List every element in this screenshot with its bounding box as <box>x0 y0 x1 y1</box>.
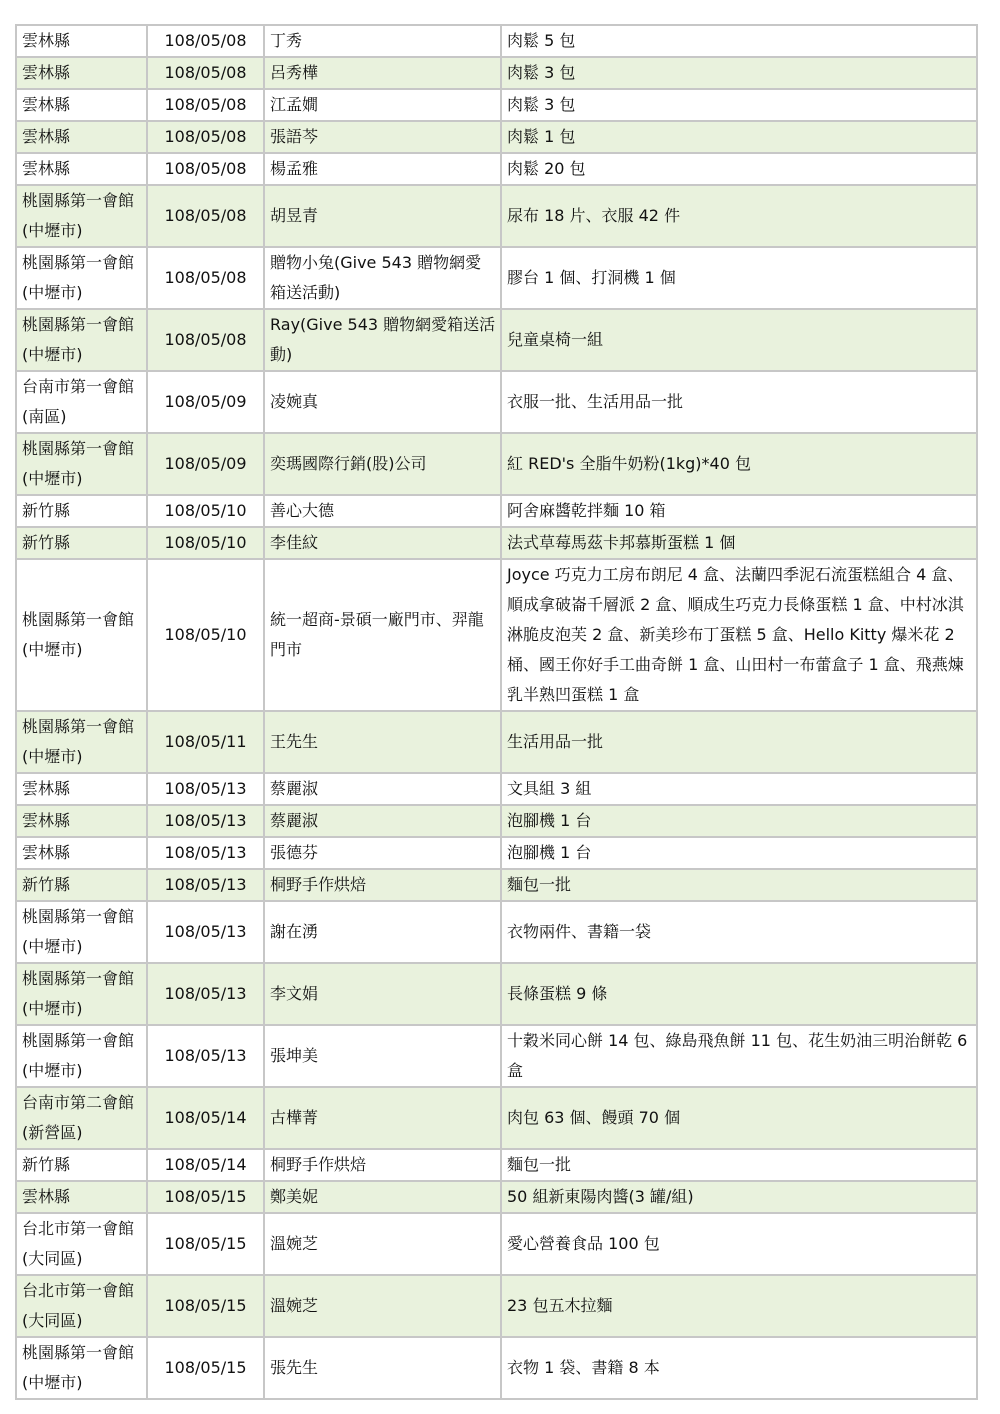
location-cell: 桃園縣第一會館(中壢市) <box>16 1025 147 1087</box>
table-row <box>16 1337 977 1399</box>
table-row <box>16 805 977 837</box>
table-row <box>16 247 977 309</box>
table-row <box>16 1025 977 1087</box>
donor-cell: 呂秀樺 <box>264 57 501 89</box>
location-cell: 桃園縣第一會館(中壢市) <box>16 711 147 773</box>
items-cell: 愛心營養食品 100 包 <box>501 1213 977 1275</box>
items-cell: 50 組新東陽肉醬(3 罐/組) <box>501 1181 977 1213</box>
date-cell: 108/05/10 <box>147 527 264 559</box>
location-cell: 新竹縣 <box>16 527 147 559</box>
items-cell: 紅 RED's 全脂牛奶粉(1kg)*40 包 <box>501 433 977 495</box>
table-row <box>16 711 977 773</box>
items-cell: 衣服一批、生活用品一批 <box>501 371 977 433</box>
location-cell: 台南市第二會館(新營區) <box>16 1087 147 1149</box>
items-cell: 肉鬆 20 包 <box>501 153 977 185</box>
donor-cell: Ray(Give 543 贈物網愛箱送活動) <box>264 309 501 371</box>
date-cell: 108/05/13 <box>147 901 264 963</box>
date-cell: 108/05/08 <box>147 153 264 185</box>
table-row <box>16 901 977 963</box>
donor-cell: 古樺菁 <box>264 1087 501 1149</box>
items-cell: 泡腳機 1 台 <box>501 837 977 869</box>
date-cell: 108/05/14 <box>147 1087 264 1149</box>
donor-cell: 謝在湧 <box>264 901 501 963</box>
donor-cell: 張先生 <box>264 1337 501 1399</box>
table-row <box>16 495 977 527</box>
items-cell: 衣物兩件、書籍一袋 <box>501 901 977 963</box>
location-cell: 桃園縣第一會館(中壢市) <box>16 559 147 711</box>
table-row <box>16 121 977 153</box>
date-cell: 108/05/13 <box>147 805 264 837</box>
items-cell: 肉包 63 個、饅頭 70 個 <box>501 1087 977 1149</box>
donor-cell: 張德芬 <box>264 837 501 869</box>
items-cell: 肉鬆 3 包 <box>501 89 977 121</box>
location-cell: 台北市第一會館(大同區) <box>16 1275 147 1337</box>
table-row <box>16 1149 977 1181</box>
table-row <box>16 837 977 869</box>
table-row <box>16 433 977 495</box>
date-cell: 108/05/08 <box>147 25 264 57</box>
location-cell: 雲林縣 <box>16 57 147 89</box>
location-cell: 桃園縣第一會館(中壢市) <box>16 433 147 495</box>
location-cell: 新竹縣 <box>16 1149 147 1181</box>
items-cell: 肉鬆 3 包 <box>501 57 977 89</box>
donor-cell: 桐野手作烘焙 <box>264 1149 501 1181</box>
donor-cell: 溫婉芝 <box>264 1213 501 1275</box>
table-row <box>16 153 977 185</box>
donor-cell: 楊孟雅 <box>264 153 501 185</box>
donor-cell: 張坤美 <box>264 1025 501 1087</box>
date-cell: 108/05/15 <box>147 1275 264 1337</box>
items-cell: 肉鬆 1 包 <box>501 121 977 153</box>
donor-cell: 鄭美妮 <box>264 1181 501 1213</box>
table-row <box>16 1213 977 1275</box>
date-cell: 108/05/08 <box>147 57 264 89</box>
table-row <box>16 773 977 805</box>
table-row <box>16 559 977 711</box>
location-cell: 雲林縣 <box>16 25 147 57</box>
date-cell: 108/05/09 <box>147 371 264 433</box>
table-row <box>16 25 977 57</box>
date-cell: 108/05/09 <box>147 433 264 495</box>
donor-cell: 溫婉芝 <box>264 1275 501 1337</box>
location-cell: 桃園縣第一會館(中壢市) <box>16 185 147 247</box>
donor-cell: 奕瑪國際行銷(股)公司 <box>264 433 501 495</box>
donor-cell: 統一超商-景碩一廠門市、羿龍門市 <box>264 559 501 711</box>
items-cell: 法式草莓馬茲卡邦慕斯蛋糕 1 個 <box>501 527 977 559</box>
items-cell: 衣物 1 袋、書籍 8 本 <box>501 1337 977 1399</box>
donor-cell: 王先生 <box>264 711 501 773</box>
location-cell: 新竹縣 <box>16 495 147 527</box>
location-cell: 桃園縣第一會館(中壢市) <box>16 309 147 371</box>
location-cell: 雲林縣 <box>16 1181 147 1213</box>
items-cell: 尿布 18 片、衣服 42 件 <box>501 185 977 247</box>
table-row <box>16 1275 977 1337</box>
items-cell: 生活用品一批 <box>501 711 977 773</box>
table-row <box>16 869 977 901</box>
table-row <box>16 57 977 89</box>
items-cell: 肉鬆 5 包 <box>501 25 977 57</box>
table-row <box>16 89 977 121</box>
date-cell: 108/05/13 <box>147 773 264 805</box>
location-cell: 桃園縣第一會館(中壢市) <box>16 963 147 1025</box>
items-cell: 麵包一批 <box>501 1149 977 1181</box>
date-cell: 108/05/08 <box>147 121 264 153</box>
location-cell: 新竹縣 <box>16 869 147 901</box>
location-cell: 雲林縣 <box>16 773 147 805</box>
table-row <box>16 963 977 1025</box>
date-cell: 108/05/08 <box>147 247 264 309</box>
donation-records-table <box>15 24 978 1400</box>
donor-cell: 李佳紋 <box>264 527 501 559</box>
location-cell: 雲林縣 <box>16 121 147 153</box>
donor-cell: 胡昱青 <box>264 185 501 247</box>
table-row <box>16 309 977 371</box>
date-cell: 108/05/13 <box>147 963 264 1025</box>
donor-cell: 江孟嫺 <box>264 89 501 121</box>
donor-cell: 蔡麗淑 <box>264 805 501 837</box>
donor-cell: 凌婉真 <box>264 371 501 433</box>
items-cell: Joyce 巧克力工房布朗尼 4 盒、法蘭四季泥石流蛋糕組合 4 盒、順成拿破崙千層派 2 盒、順成生巧克力長條蛋糕 1 盒、中村冰淇淋脆皮泡芙 2 盒、新美珍布丁蛋糕 5 盒、Hello Kitty 爆米花 2 桶、國王你好手工曲奇餅 1 盒、山田村一布蕾盒子 1 盒、飛燕煉乳半熟凹蛋糕 1 盒 <box>501 559 977 711</box>
date-cell: 108/05/15 <box>147 1181 264 1213</box>
date-cell: 108/05/15 <box>147 1337 264 1399</box>
donor-cell: 丁秀 <box>264 25 501 57</box>
date-cell: 108/05/10 <box>147 559 264 711</box>
location-cell: 桃園縣第一會館(中壢市) <box>16 247 147 309</box>
location-cell: 雲林縣 <box>16 153 147 185</box>
date-cell: 108/05/11 <box>147 711 264 773</box>
location-cell: 桃園縣第一會館(中壢市) <box>16 901 147 963</box>
donor-cell: 蔡麗淑 <box>264 773 501 805</box>
location-cell: 桃園縣第一會館(中壢市) <box>16 1337 147 1399</box>
items-cell: 十穀米同心餅 14 包、綠島飛魚餅 11 包、花生奶油三明治餅乾 6 盒 <box>501 1025 977 1087</box>
date-cell: 108/05/10 <box>147 495 264 527</box>
date-cell: 108/05/08 <box>147 185 264 247</box>
date-cell: 108/05/13 <box>147 1025 264 1087</box>
date-cell: 108/05/13 <box>147 869 264 901</box>
table-row <box>16 1181 977 1213</box>
table-row <box>16 371 977 433</box>
items-cell: 阿舍麻醬乾拌麵 10 箱 <box>501 495 977 527</box>
date-cell: 108/05/14 <box>147 1149 264 1181</box>
table-body <box>16 25 977 1399</box>
donor-cell: 善心大德 <box>264 495 501 527</box>
location-cell: 台北市第一會館(大同區) <box>16 1213 147 1275</box>
location-cell: 台南市第一會館(南區) <box>16 371 147 433</box>
date-cell: 108/05/08 <box>147 309 264 371</box>
table-row <box>16 527 977 559</box>
donor-cell: 贈物小兔(Give 543 贈物網愛箱送活動) <box>264 247 501 309</box>
date-cell: 108/05/15 <box>147 1213 264 1275</box>
donor-cell: 張語芩 <box>264 121 501 153</box>
location-cell: 雲林縣 <box>16 837 147 869</box>
location-cell: 雲林縣 <box>16 89 147 121</box>
items-cell: 兒童桌椅一組 <box>501 309 977 371</box>
items-cell: 膠台 1 個、打洞機 1 個 <box>501 247 977 309</box>
items-cell: 長條蛋糕 9 條 <box>501 963 977 1025</box>
table-row <box>16 185 977 247</box>
donor-cell: 李文娟 <box>264 963 501 1025</box>
date-cell: 108/05/08 <box>147 89 264 121</box>
location-cell: 雲林縣 <box>16 805 147 837</box>
items-cell: 文具組 3 組 <box>501 773 977 805</box>
items-cell: 泡腳機 1 台 <box>501 805 977 837</box>
items-cell: 麵包一批 <box>501 869 977 901</box>
table-row <box>16 1087 977 1149</box>
donor-cell: 桐野手作烘焙 <box>264 869 501 901</box>
date-cell: 108/05/13 <box>147 837 264 869</box>
items-cell: 23 包五木拉麵 <box>501 1275 977 1337</box>
